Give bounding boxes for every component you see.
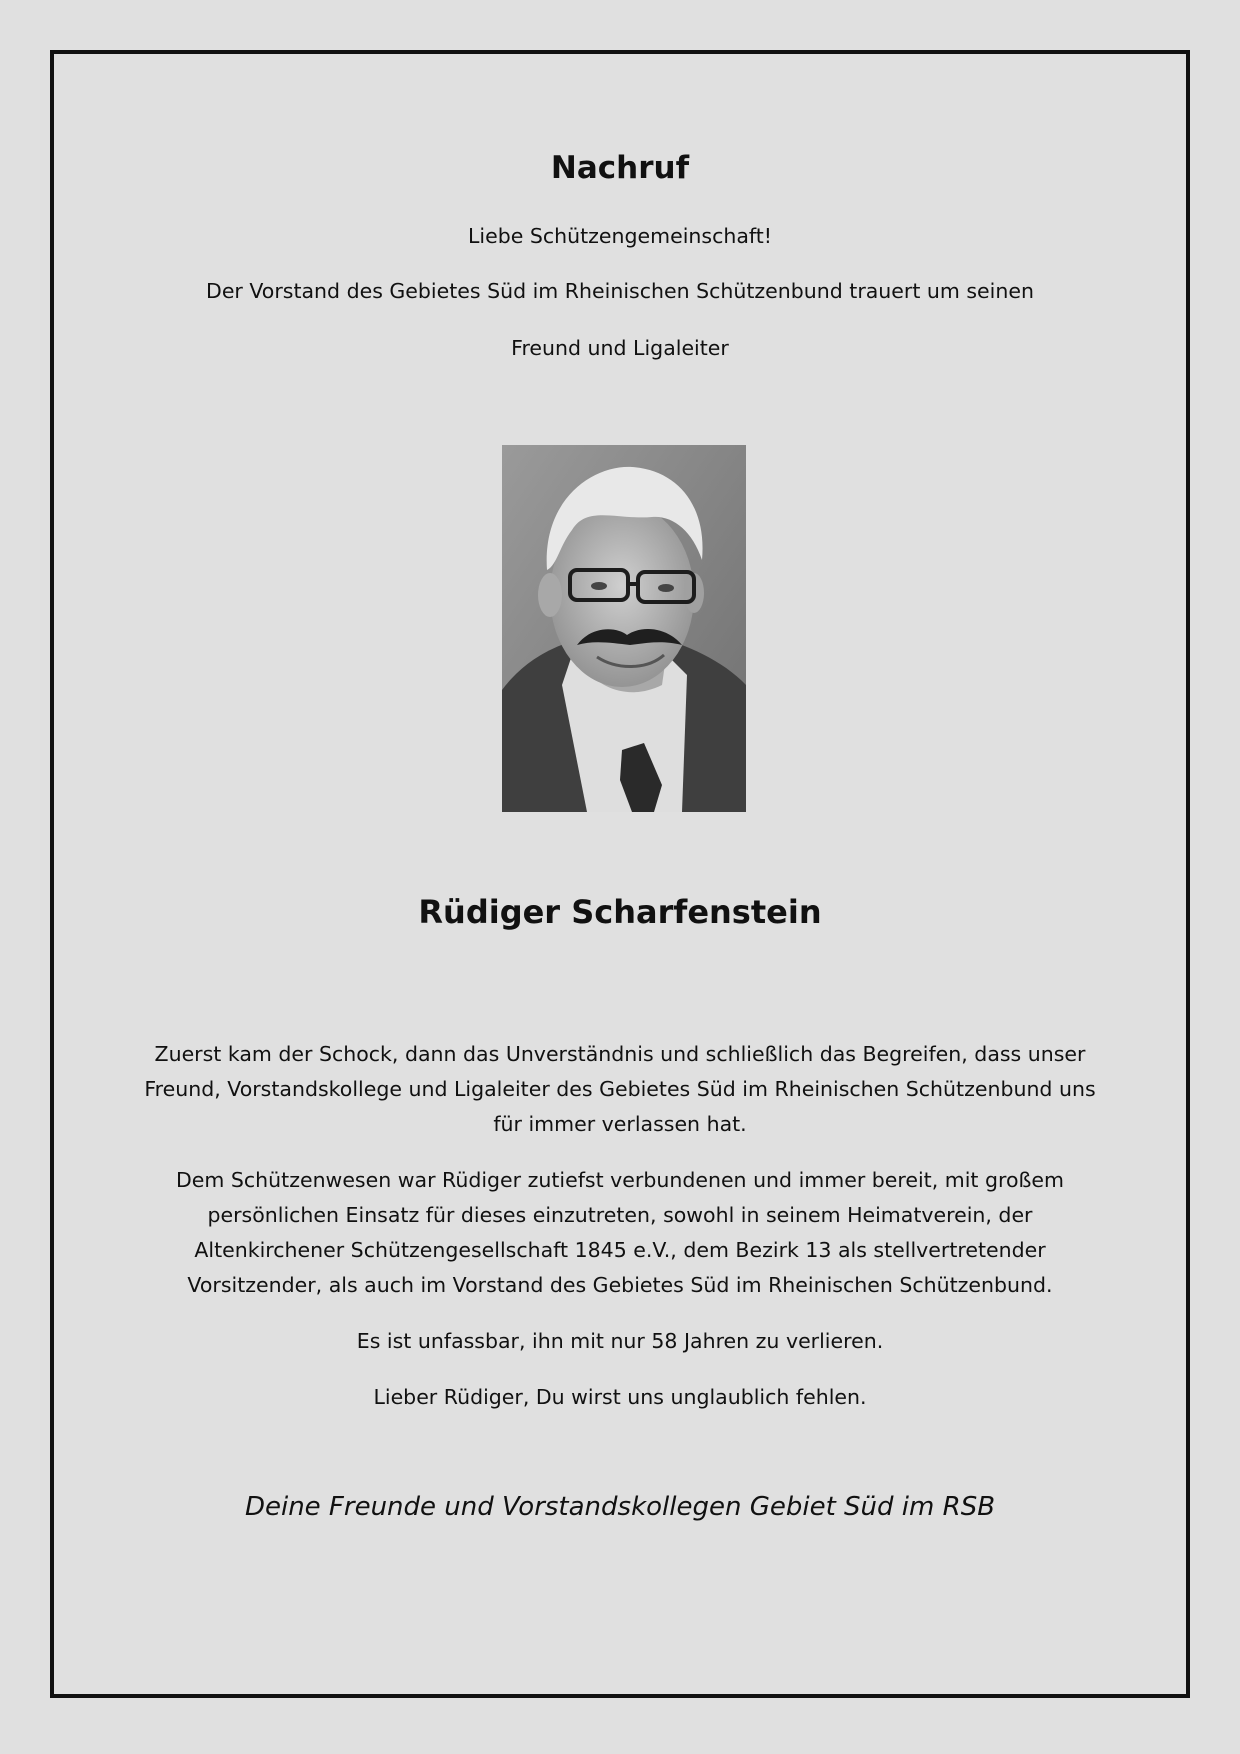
portrait-photo-icon xyxy=(502,445,746,812)
role-text: Freund und Ligaleiter xyxy=(511,336,729,360)
obituary-paragraph: Es ist unfassbar, ihn mit nur 58 Jahren zu verlieren. xyxy=(356,1329,884,1353)
deceased-name: Rüdiger Scharfenstein xyxy=(418,893,822,931)
obituary-paragraph: Zuerst kam der Schock, dann das Unverständnis und schließlich das Begreifen, dass unser Freund, Vorstandskollege und Ligaleiter des Gebietes Süd im Rheinischen Schützenbund uns für immer verlassen hat. xyxy=(144,1042,1096,1136)
portrait-photo xyxy=(502,445,746,812)
signature-text: Deine Freunde und Vorstandskollegen Gebiet Süd im RSB xyxy=(244,1492,996,1522)
obituary-paragraph: Lieber Rüdiger, Du wirst uns unglaublich fehlen. xyxy=(373,1385,867,1409)
obituary-paragraph: Dem Schützenwesen war Rüdiger zutiefst verbundenen und immer bereit, mit großem persönlichen Einsatz für dieses einzutreten, sowohl in seinem Heimatverein, der Altenkirchener Schützengesellschaft 1845 e.V., dem Bezirk 13 als stellvertretender Vorsitzender, als auch im Vorstand des Gebietes Süd im Rheinischen Schützenbund. xyxy=(176,1168,1064,1297)
intro-text: Der Vorstand des Gebietes Süd im Rheinischen Schützenbund trauert um seinen xyxy=(206,279,1034,303)
page-title: Nachruf xyxy=(550,150,690,186)
greeting-text: Liebe Schützengemeinschaft! xyxy=(467,224,773,248)
